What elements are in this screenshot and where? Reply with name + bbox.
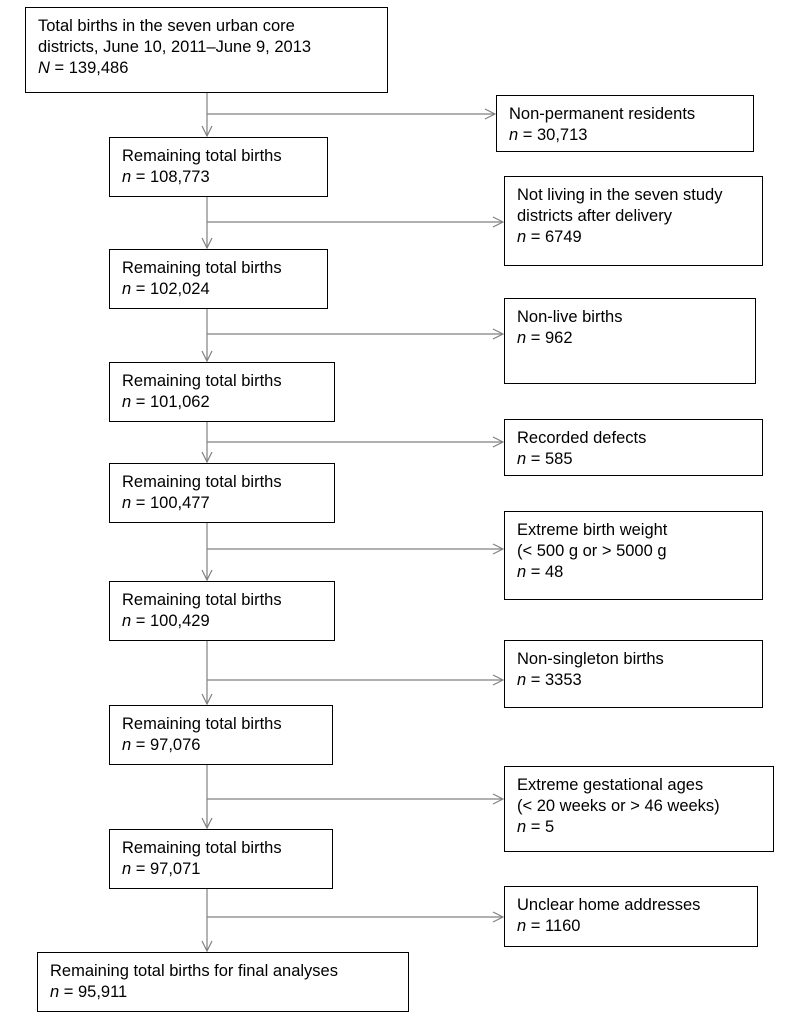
final-count: n = 95,911 [50, 983, 128, 1001]
exclusion-8-line-1: Unclear home addresses [517, 896, 701, 914]
box-exclusion-birth-weight [504, 511, 763, 600]
exclusion-3-count: n = 962 [517, 329, 573, 347]
box-total-births [25, 7, 388, 93]
remaining-5-label: Remaining total births [122, 591, 282, 609]
exclusion-2-line-2: districts after delivery [517, 207, 672, 225]
exclusion-2-line-1: Not living in the seven study [517, 186, 723, 204]
remaining-6-label: Remaining total births [122, 715, 282, 733]
exclusion-6-count: n = 3353 [517, 671, 582, 689]
remaining-2-label: Remaining total births [122, 259, 282, 277]
box-exclusion-unclear-address [504, 886, 758, 947]
remaining-7-count: n = 97,071 [122, 860, 201, 878]
remaining-7-label: Remaining total births [122, 839, 282, 857]
box-remaining-2 [109, 249, 328, 309]
exclusion-4-count: n = 585 [517, 450, 573, 468]
exclusion-7-line-2: (< 20 weeks or > 46 weeks) [517, 797, 720, 815]
box-exclusion-non-singleton [504, 640, 763, 708]
box-exclusion-gestational-age [504, 766, 774, 852]
exclusion-6-line-1: Non-singleton births [517, 650, 664, 668]
exclusion-8-count: n = 1160 [517, 917, 581, 935]
exclusion-3-line-1: Non-live births [517, 308, 623, 326]
final-label: Remaining total births for final analyses [50, 962, 338, 980]
exclusion-1-line-1: Non-permanent residents [509, 105, 696, 123]
remaining-4-count: n = 100,477 [122, 494, 210, 512]
exclusion-2-count: n = 6749 [517, 228, 582, 246]
exclusion-7-count: n = 5 [517, 818, 555, 836]
remaining-4-label: Remaining total births [122, 473, 282, 491]
total-births-count: N = 139,486 [38, 59, 129, 77]
box-exclusion-not-living [504, 176, 763, 266]
box-exclusion-non-live [504, 298, 756, 384]
remaining-3-count: n = 101,062 [122, 393, 210, 411]
remaining-1-label: Remaining total births [122, 147, 282, 165]
box-exclusion-non-permanent [496, 95, 754, 152]
exclusion-1-count: n = 30,713 [509, 126, 588, 144]
box-exclusion-defects [504, 419, 763, 476]
box-remaining-1 [109, 137, 328, 197]
exclusion-4-line-1: Recorded defects [517, 429, 647, 447]
exclusion-5-count: n = 48 [517, 563, 564, 581]
box-remaining-7 [109, 829, 333, 889]
remaining-2-count: n = 102,024 [122, 280, 210, 298]
exclusion-5-line-1: Extreme birth weight [517, 521, 668, 539]
exclusion-7-line-1: Extreme gestational ages [517, 776, 704, 794]
box-remaining-3 [109, 362, 335, 422]
remaining-6-count: n = 97,076 [122, 736, 201, 754]
remaining-1-count: n = 108,773 [122, 168, 210, 186]
remaining-3-label: Remaining total births [122, 372, 282, 390]
box-remaining-4 [109, 463, 335, 523]
box-remaining-5 [109, 581, 335, 641]
total-births-line-2: districts, June 10, 2011–June 9, 2013 [38, 38, 312, 56]
total-births-line-1: Total births in the seven urban core [38, 17, 295, 35]
remaining-5-count: n = 100,429 [122, 612, 210, 630]
box-remaining-6 [109, 705, 333, 765]
box-final-analyses [37, 952, 409, 1012]
exclusion-5-line-2: (< 500 g or > 5000 g [517, 542, 667, 560]
